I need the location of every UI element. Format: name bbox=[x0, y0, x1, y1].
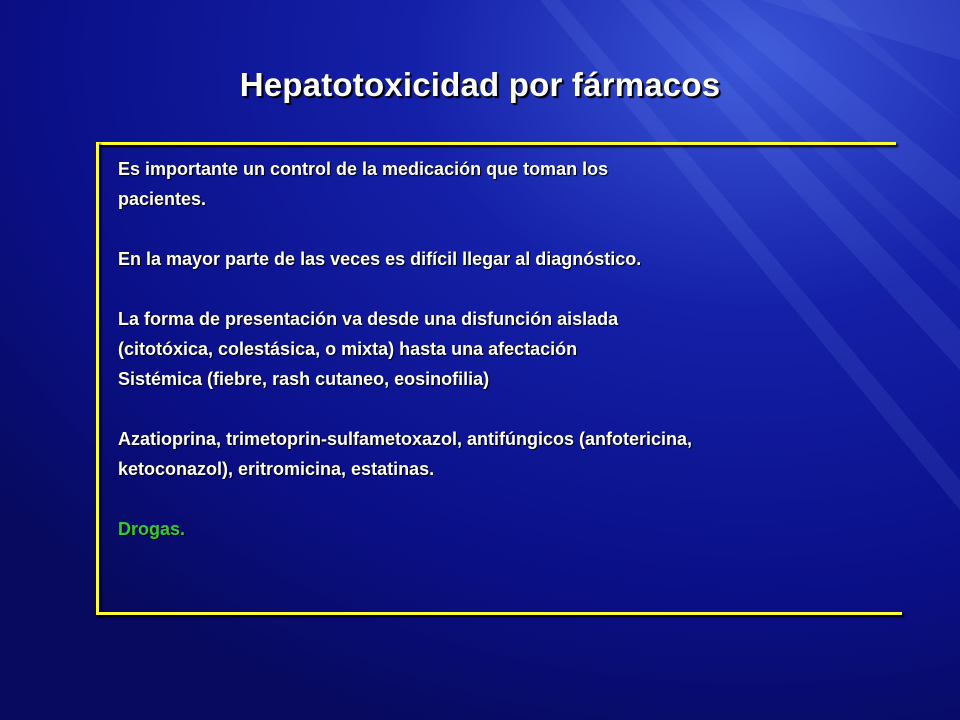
bullet-medication-control: Es importante un control de la medicación que toman los pacientes. bbox=[118, 159, 609, 209]
frame-left-border bbox=[96, 142, 99, 615]
frame-top-border bbox=[96, 142, 896, 145]
bullet-list bbox=[118, 154, 908, 574]
bullet-presentation-forms: La forma de presentación va desde una disfunción aislada (citotóxica, colestásica, o mixta) hasta una afectación Sistémica (fiebre, rash cutaneo, eosinofilia) bbox=[118, 309, 619, 389]
bullet-drug-list: Azatioprina, trimetoprin-sulfametoxazol, antifúngicos (anfotericina, ketoconazol), eritromicina, estatinas. bbox=[118, 429, 693, 479]
bullet-diagnosis-difficulty: En la mayor parte de las veces es difícil llegar al diagnóstico. bbox=[118, 249, 642, 269]
frame-bottom-border bbox=[96, 612, 902, 615]
bullet-drogas: Drogas. bbox=[118, 519, 186, 539]
slide-title: Hepatotoxicidad por fármacos bbox=[239, 66, 721, 103]
